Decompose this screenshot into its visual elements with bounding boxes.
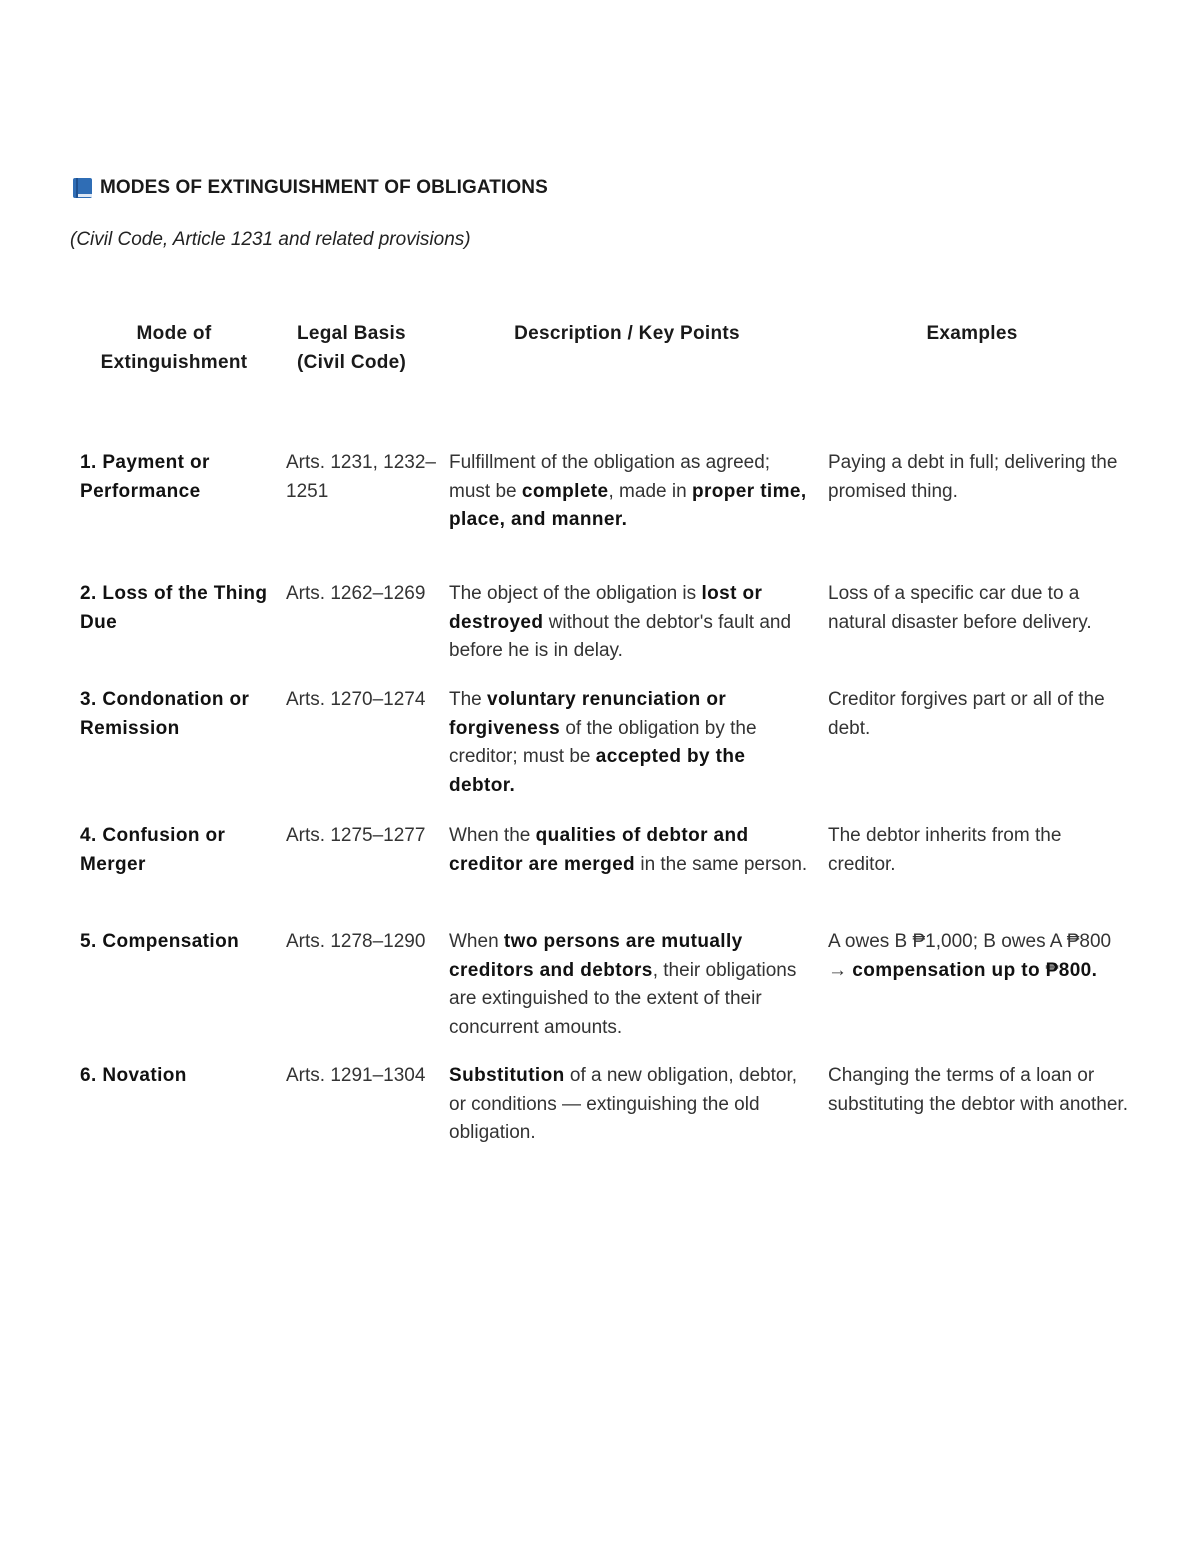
header-basis: Legal Basis (Civil Code) (297, 323, 407, 373)
book-icon (73, 178, 92, 198)
row-mode: 2. Loss of the Thing Due (80, 583, 268, 633)
row-description: The voluntary renunciation or forgiveness of the obligation by the creditor; must be accepted by the debtor. (449, 689, 757, 797)
row-examples: The debtor inherits from the creditor. (828, 825, 1062, 875)
row-description: Fulfillment of the obligation as agreed; must be complete, made in proper time, place, and manner. (449, 452, 807, 531)
row-legal-basis: Arts. 1231, 1232–1251 (286, 452, 436, 502)
row-legal-basis: Arts. 1278–1290 (286, 931, 426, 952)
title-row (73, 177, 548, 199)
header-description: Description / Key Points (514, 323, 740, 344)
row-legal-basis: Arts. 1270–1274 (286, 689, 426, 710)
row-mode: 3. Condonation or Remission (80, 689, 250, 739)
page-subtitle: (Civil Code, Article 1231 and related provisions) (70, 229, 471, 250)
row-examples: Creditor forgives part or all of the debt. (828, 689, 1105, 739)
row-description: When the qualities of debtor and creditor are merged in the same person. (449, 825, 808, 875)
row-description: The object of the obligation is lost or destroyed without the debtor's fault and before he is in delay. (449, 583, 792, 662)
row-examples: Changing the terms of a loan or substituting the debtor with another. (828, 1065, 1128, 1115)
row-legal-basis: Arts. 1291–1304 (286, 1065, 426, 1086)
row-mode: 5. Compensation (80, 931, 240, 952)
row-legal-basis: Arts. 1262–1269 (286, 583, 426, 604)
row-description: Substitution of a new obligation, debtor, or conditions — extinguishing the old obligation. (449, 1065, 797, 1144)
header-examples: Examples (926, 323, 1018, 344)
row-examples: Paying a debt in full; delivering the promised thing. (828, 452, 1118, 502)
row-examples: A owes B ₱1,000; B owes A ₱800 → compensation up to ₱800. (828, 931, 1112, 981)
row-mode: 4. Confusion or Merger (80, 825, 226, 875)
row-description: When two persons are mutually creditors and debtors, their obligations are extinguished to the extent of their concurrent amounts. (449, 931, 797, 1039)
header-mode: Mode of Extinguishment (100, 323, 248, 373)
row-mode: 1. Payment or Performance (80, 452, 210, 502)
page-title: MODES OF EXTINGUISHMENT OF OBLIGATIONS (100, 177, 548, 198)
row-legal-basis: Arts. 1275–1277 (286, 825, 426, 846)
row-examples: Loss of a specific car due to a natural disaster before delivery. (828, 583, 1092, 633)
row-mode: 6. Novation (80, 1065, 187, 1086)
